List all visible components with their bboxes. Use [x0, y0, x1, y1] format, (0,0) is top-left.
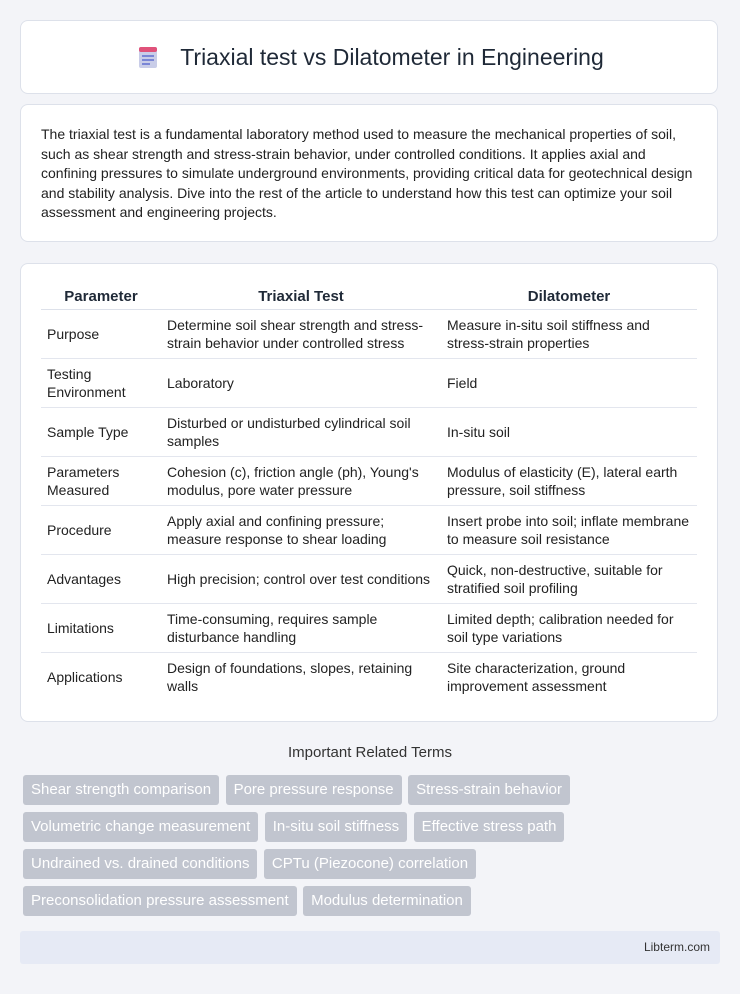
cell-parameter: Applications	[47, 669, 123, 685]
tag-modulus-determination[interactable]: Modulus determination	[303, 886, 471, 916]
table-header-row	[41, 284, 697, 310]
cell-dilatometer: Limited depth; calibration needed for soil type variations	[441, 604, 697, 653]
title-card	[20, 20, 718, 94]
cell-triaxial: Cohesion (c), friction angle (ph), Young's modulus, pore water pressure	[161, 457, 441, 506]
intro-card	[20, 104, 718, 242]
cell-parameter: Limitations	[41, 604, 161, 653]
comparison-table	[41, 284, 697, 701]
cell-triaxial: Design of foundations, slopes, retaining walls	[167, 660, 413, 694]
intro-text: The triaxial test is a fundamental laboratory method used to measure the mechanical properties of soil, such as shear strength and stress-strain behavior, under controlled conditions. It applies axial and confining pressures to simulate underground environments, providing critical data for geotechnical design and stability analysis. Dive into the rest of the article to understand how this test can optimize your soil assessment and engineering projects.	[41, 126, 693, 220]
tag-cptu-correlation[interactable]: CPTu (Piezocone) correlation	[264, 849, 476, 879]
cell-parameter: Parameters Measured	[41, 457, 161, 506]
cell-parameter: Procedure	[41, 506, 161, 555]
tag-shear-strength-comparison[interactable]: Shear strength comparison	[23, 775, 219, 805]
header-parameter: Parameter	[41, 284, 161, 310]
cell-parameter: Sample Type	[41, 408, 161, 457]
table-row	[41, 653, 697, 702]
related-terms-list	[23, 775, 723, 923]
cell-dilatometer: Modulus of elasticity (E), lateral earth pressure, soil stiffness	[441, 457, 697, 506]
tag-pore-pressure-response[interactable]: Pore pressure response	[226, 775, 402, 805]
tag-effective-stress-path[interactable]: Effective stress path	[414, 812, 565, 842]
cell-triaxial: Laboratory	[161, 359, 441, 408]
cell-parameter: Purpose	[41, 310, 161, 359]
table-row	[41, 359, 697, 408]
table-row	[41, 408, 697, 457]
cell-dilatometer: Measure in-situ soil stiffness and stress-strain properties	[441, 310, 697, 359]
header-dilatometer: Dilatometer	[441, 284, 697, 310]
footer	[20, 931, 720, 964]
cell-parameter: Testing Environment	[41, 359, 161, 408]
related-terms-title: Important Related Terms	[288, 744, 452, 761]
cell-dilatometer: Quick, non-destructive, suitable for stratified soil profiling	[441, 555, 697, 604]
cell-dilatometer: Field	[441, 359, 697, 408]
tag-undrained-vs-drained[interactable]: Undrained vs. drained conditions	[23, 849, 257, 879]
table-row	[41, 506, 697, 555]
comparison-table-card	[20, 263, 718, 722]
table-row	[41, 457, 697, 506]
cell-dilatometer: Insert probe into soil; inflate membrane to measure soil resistance	[441, 506, 697, 555]
cell-parameter: Advantages	[41, 555, 161, 604]
cell-triaxial: Time-consuming, requires sample disturbance handling	[161, 604, 441, 653]
cell-triaxial: Determine soil shear strength and stress-strain behavior under controlled stress	[161, 310, 441, 359]
cell-dilatometer: In-situ soil	[441, 408, 697, 457]
cell-triaxial: Disturbed or undisturbed cylindrical soil samples	[161, 408, 441, 457]
cell-triaxial: High precision; control over test conditions	[161, 555, 441, 604]
tag-stress-strain-behavior[interactable]: Stress-strain behavior	[408, 775, 570, 805]
table-row	[41, 310, 697, 359]
page-title: Triaxial test vs Dilatometer in Engineering	[180, 43, 604, 70]
tag-preconsolidation-pressure[interactable]: Preconsolidation pressure assessment	[23, 886, 297, 916]
header-triaxial: Triaxial Test	[161, 284, 441, 310]
tag-volumetric-change-measurement[interactable]: Volumetric change measurement	[23, 812, 258, 842]
footer-site-link[interactable]: Libterm.com	[643, 940, 710, 954]
document-icon	[134, 43, 162, 71]
table-row	[41, 555, 697, 604]
cell-triaxial: Apply axial and confining pressure; measure response to shear loading	[161, 506, 441, 555]
cell-dilatometer: Site characterization, ground improvement assessment	[447, 660, 626, 694]
table-row	[41, 604, 697, 653]
tag-in-situ-soil-stiffness[interactable]: In-situ soil stiffness	[265, 812, 407, 842]
